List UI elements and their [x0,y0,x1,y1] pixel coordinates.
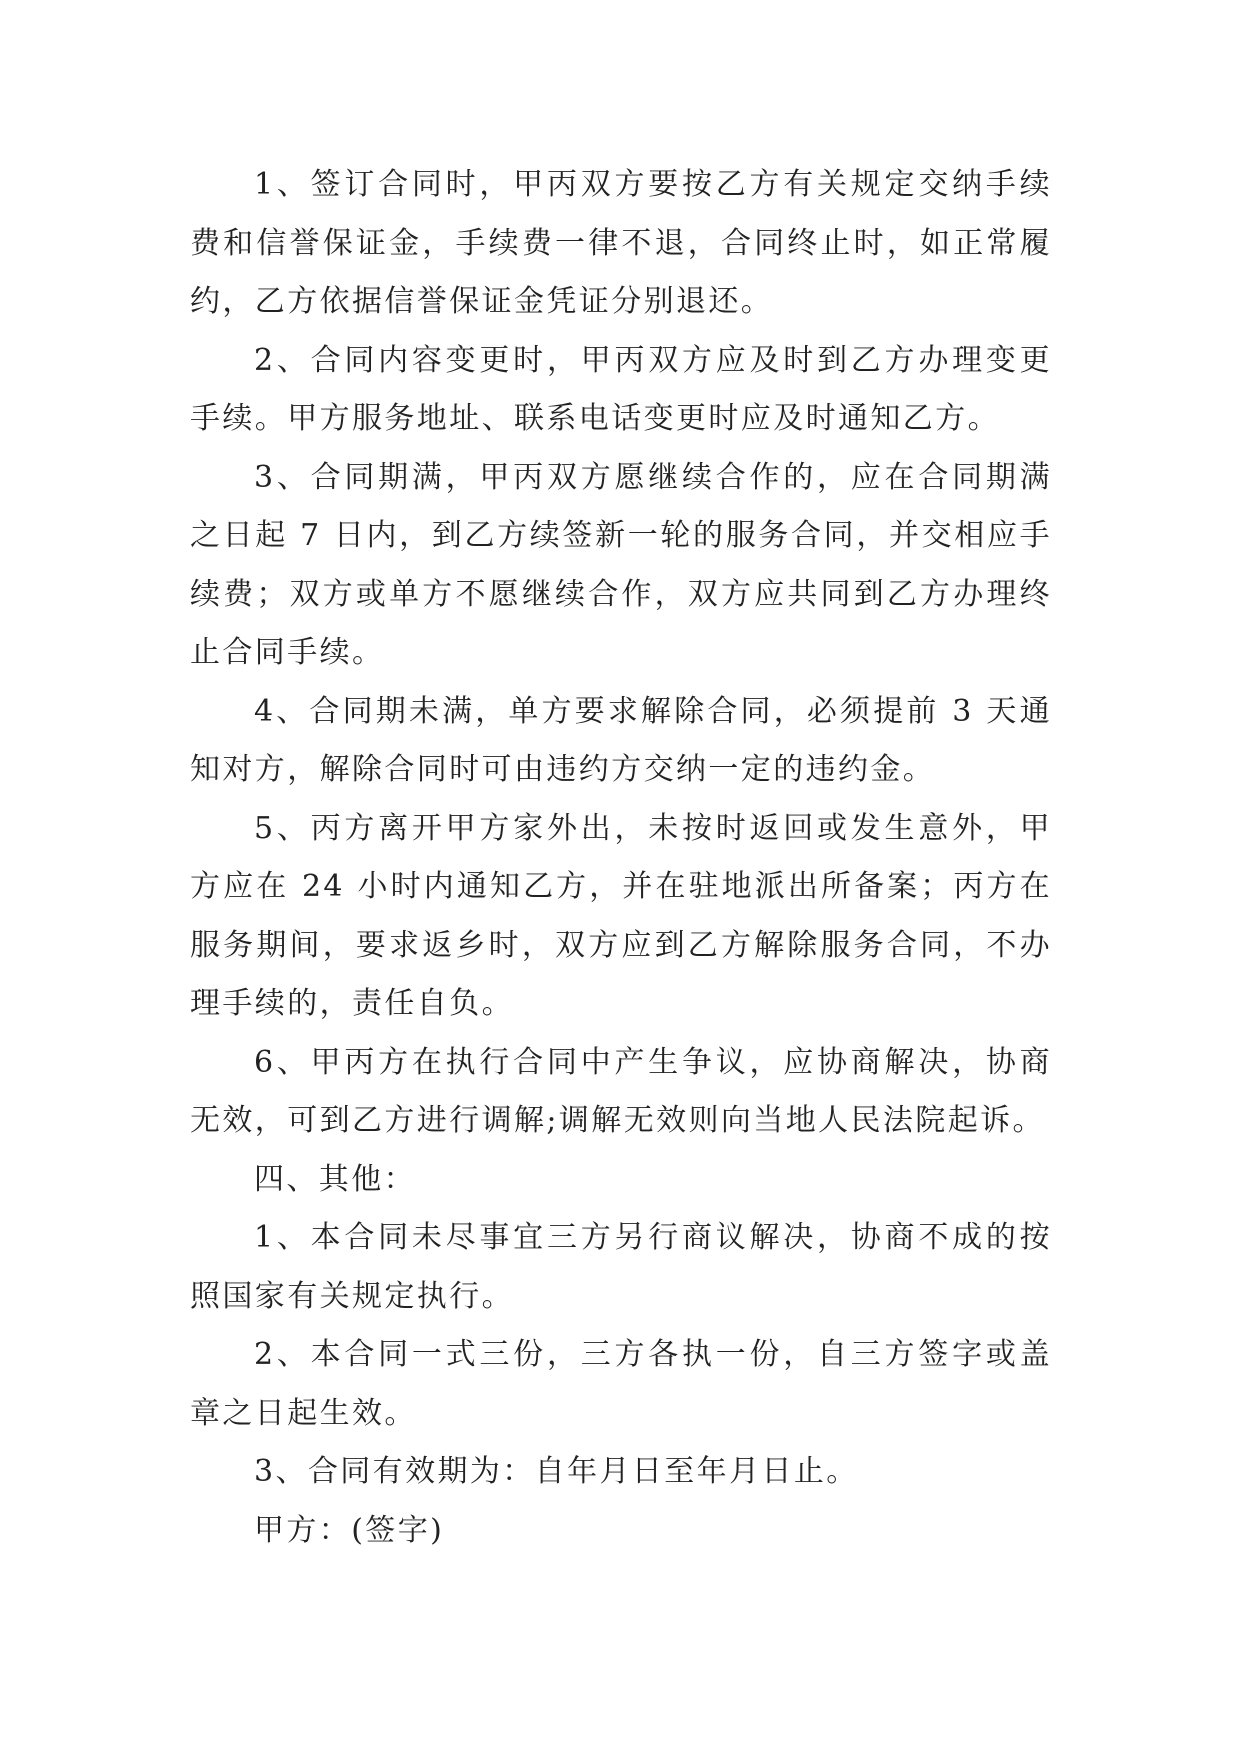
text-line: 5、丙方离开甲方家外出，未按时返回或发生意外，甲 [254,810,1052,846]
clause-paragraph [190,1443,1052,1502]
clause-paragraph [190,449,1052,683]
text-line: 手续。甲方服务地址、联系电话变更时应及时通知乙方。 [190,401,1000,436]
clause-paragraph [190,1326,1052,1443]
text-line: 6、甲丙方在执行合同中产生争议，应协商解决，协商 [254,1044,1052,1080]
text-line: 章之日起生效。 [190,1395,417,1431]
text-line: 四、其他： [254,1161,416,1197]
text-line: 1、签订合同时，甲丙双方要按乙方有关规定交纳手续 [254,167,1052,202]
clause-paragraph [190,332,1052,449]
clause-paragraph [190,800,1052,1034]
text-line: 2、本合同一式三份，三方各执一份，自三方签字或盖 [254,1337,1052,1372]
clause-paragraph [190,156,1052,332]
text-line: 知对方，解除合同时可由违约方交纳一定的违约金。 [190,752,936,787]
text-line: 1、本合同未尽事宜三方另行商议解决，协商不成的按 [254,1220,1052,1255]
clause-paragraph [190,1034,1052,1151]
text-line: 费和信誉保证金，手续费一律不退，合同终止时，如正常履 [190,225,1052,261]
section-heading [190,1151,1052,1210]
text-line: 续费；双方或单方不愿继续合作，双方应共同到乙方办理终 [190,576,1052,612]
text-line: 4、合同期未满，单方要求解除合同，必须提前 3 天通 [254,693,1052,729]
text-line: 甲方：(签字) [254,1512,445,1548]
text-line: 理手续的，责任自负。 [190,986,514,1021]
text-line: 无效，可到乙方进行调解;调解无效则向当地人民法院起诉。 [190,1103,1045,1138]
signature-line [190,1502,1052,1561]
text-line: 之日起 7 日内，到乙方续签新一轮的服务合同，并交相应手 [190,518,1052,553]
text-line: 2、合同内容变更时，甲丙双方应及时到乙方办理变更 [254,342,1052,378]
text-line: 约，乙方依据信誉保证金凭证分别退还。 [190,284,774,319]
text-line: 止合同手续。 [190,635,385,670]
clause-paragraph [190,1209,1052,1326]
text-line: 服务期间，要求返乡时，双方应到乙方解除服务合同，不办 [190,927,1052,963]
text-line: 3、合同期满，甲丙双方愿继续合作的，应在合同期满 [254,459,1052,495]
text-line: 照国家有关规定执行。 [190,1278,514,1314]
text-line: 方应在 24 小时内通知乙方，并在驻地派出所备案；丙方在 [190,869,1052,904]
text-line: 3、合同有效期为：自年月日至年月日止。 [254,1454,859,1489]
clause-paragraph [190,683,1052,800]
document-body [190,156,1052,1560]
